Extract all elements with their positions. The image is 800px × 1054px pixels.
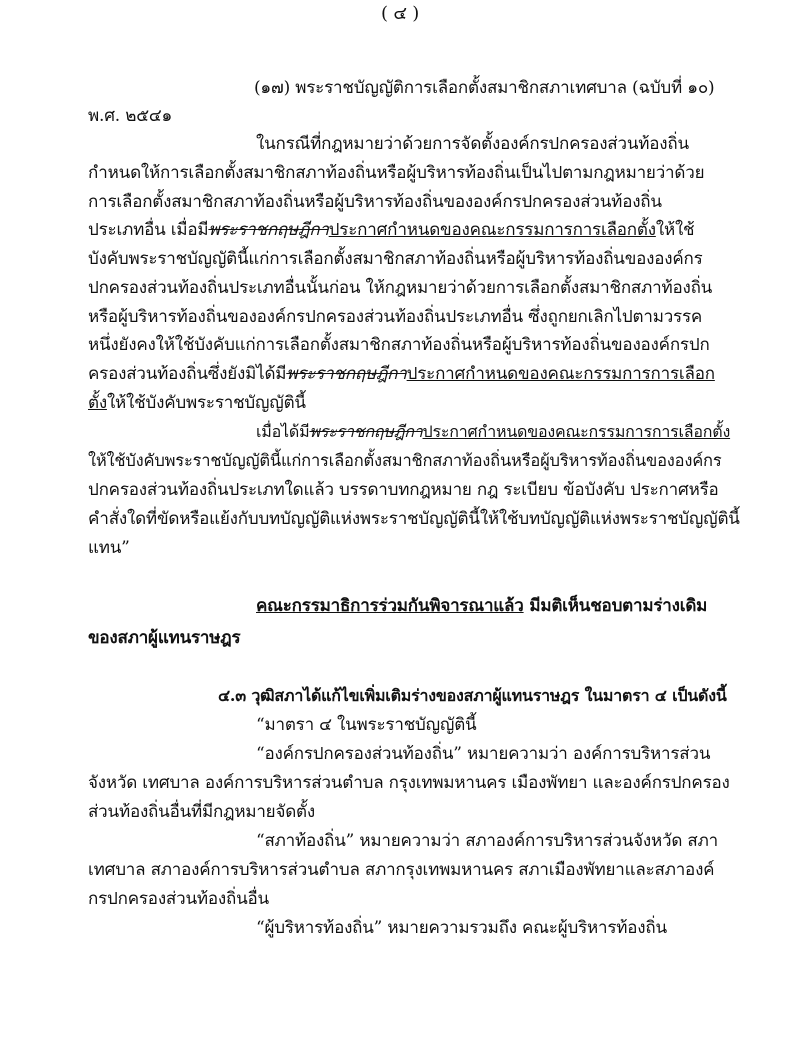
section-line-4: ส่วนท้องถิ่นอื่นที่มีกฎหมายจัดตั้ง bbox=[88, 802, 315, 822]
section-line-8: “ผู้บริหารท้องถิ่น” หมายความรวมถึง คณะผู้บริหารท้องถิ่น bbox=[256, 918, 667, 938]
underlined-amendment: ประกาศกำหนดของคณะกรรมการการเลือก bbox=[406, 364, 715, 384]
para1-line-3: การเลือกตั้งสมาชิกสภาท้องถิ่นหรือผู้บริหารท้องถิ่นขององค์กรปกครองส่วนท้องถิ่น bbox=[88, 192, 662, 212]
committee-rest: มีมติเห็นชอบตามร่างเดิม bbox=[523, 596, 708, 616]
law-heading-year: พ.ศ. ๒๕๔๑ bbox=[88, 106, 173, 126]
para1-line-2: กำหนดให้การเลือกตั้งสมาชิกสภาท้องถิ่นหรือผู้บริหารท้องถิ่นเป็นไปตามกฎหมายว่าด้วย bbox=[88, 163, 705, 183]
struck-text: พระราชกฤษฎีกา bbox=[208, 220, 329, 240]
underlined-amendment: ตั้ง bbox=[88, 393, 107, 413]
struck-text: พระราชกฤษฎีกา bbox=[309, 422, 423, 441]
law-heading: (๑๗) พระราชบัญญัติการเลือกตั้งสมาชิกสภาเทศบาล (ฉบับที่ ๑๐) bbox=[254, 78, 715, 98]
page-number: ( ๔ ) bbox=[381, 3, 420, 24]
para2-line-1-start: เมื่อได้มี bbox=[256, 422, 310, 441]
section-line-3: จังหวัด เทศบาล องค์การบริหารส่วนตำบล กรุงเทพมหานคร เมืองพัทยา และองค์กรปกครอง bbox=[88, 773, 730, 793]
committee-resolution bbox=[256, 594, 707, 618]
para1-line-4 bbox=[88, 218, 694, 242]
underlined-amendment: ประกาศกำหนดของคณะกรรมการการเลือกตั้ง bbox=[422, 422, 731, 441]
para1-line-5: บังคับพระราชบัญญัตินี้แก่การเลือกตั้งสมาชิกสภาท้องถิ่นหรือผู้บริหารท้องถิ่นขององค์กร bbox=[88, 249, 703, 269]
committee-line-2: ของสภาผู้แทนราษฎร bbox=[88, 628, 241, 648]
section-line-1: “มาตรา ๔ ในพระราชบัญญัตินี้ bbox=[256, 715, 477, 735]
para1-line-10-end: ให้ใช้บังคับพระราชบัญญัตินี้ bbox=[106, 393, 306, 413]
struck-text: พระราชกฤษฎีกา bbox=[286, 364, 407, 384]
para1-line-10 bbox=[88, 391, 306, 415]
underlined-amendment: ประกาศกำหนดของคณะกรรมการการเลือกตั้ง bbox=[328, 220, 656, 240]
section-line-5: “สภาท้องถิ่น” หมายความว่า สภาองค์การบริหารส่วนจังหวัด สภา bbox=[256, 831, 718, 851]
para1-line-7: หรือผู้บริหารท้องถิ่นขององค์กรปกครองส่วนท้องถิ่นประเภทอื่น ซึ่งถูกยกเลิกไปตามวรรค bbox=[88, 307, 703, 327]
para1-line-4-end: ให้ใช้ bbox=[655, 220, 695, 240]
section-line-2: “องค์กรปกครองส่วนท้องถิ่น” หมายความว่า องค์การบริหารส่วน bbox=[256, 744, 711, 764]
para1-line-1: ในกรณีที่กฎหมายว่าด้วยการจัดตั้งองค์กรปกครองส่วนท้องถิ่น bbox=[256, 134, 689, 154]
para1-line-6: ปกครองส่วนท้องถิ่นประเภทอื่นนั้นก่อน ให้กฎหมายว่าด้วยการเลือกตั้งสมาชิกสภาท้องถิ่น bbox=[88, 278, 713, 298]
para1-line-8: หนึ่งยังคงให้ใช้บังคับแก่การเลือกตั้งสมาชิกสภาท้องถิ่นหรือผู้บริหารท้องถิ่นขององค์กรปก bbox=[88, 335, 710, 355]
para2-line-2: ให้ใช้บังคับพระราชบัญญัตินี้แก่การเลือกตั้งสมาชิกสภาท้องถิ่นหรือผู้บริหารท้องถิ่นขององค์กร bbox=[88, 451, 722, 470]
para1-line-9-start: ครองส่วนท้องถิ่นซึ่งยังมิได้มี bbox=[88, 364, 287, 384]
committee-underlined: คณะกรรมาธิการร่วมกันพิจารณาแล้ว bbox=[256, 596, 524, 616]
section-line-6: เทศบาล สภาองค์การบริหารส่วนตำบล สภากรุงเทพมหานคร สภาเมืองพัทยาและสภาองค์ bbox=[88, 860, 715, 880]
para2-line-4: คำสั่งใดที่ขัดหรือแย้งกับบทบัญญัติแห่งพระราชบัญญัตินี้ให้ใช้บทบัญญัติแห่งพระราชบัญญัตินี้ bbox=[88, 509, 740, 529]
para2-line-1 bbox=[256, 420, 730, 444]
para1-line-9 bbox=[88, 362, 715, 386]
para2-line-3: ปกครองส่วนท้องถิ่นประเภทใดแล้ว บรรดาบทกฎหมาย กฎ ระเบียบ ข้อบังคับ ประกาศหรือ bbox=[88, 480, 719, 500]
section-heading: ๔.๓ วุฒิสภาได้แก้ไขเพิ่มเติมร่างของสภาผู้แทนราษฎร ในมาตรา ๔ เป็นดังนี้ bbox=[218, 686, 727, 705]
para2-line-5: แทน” bbox=[88, 538, 130, 558]
para1-line-4-start: ประเภทอื่น เมื่อมี bbox=[88, 220, 209, 240]
section-line-7: กรปกครองส่วนท้องถิ่นอื่น bbox=[88, 889, 269, 909]
